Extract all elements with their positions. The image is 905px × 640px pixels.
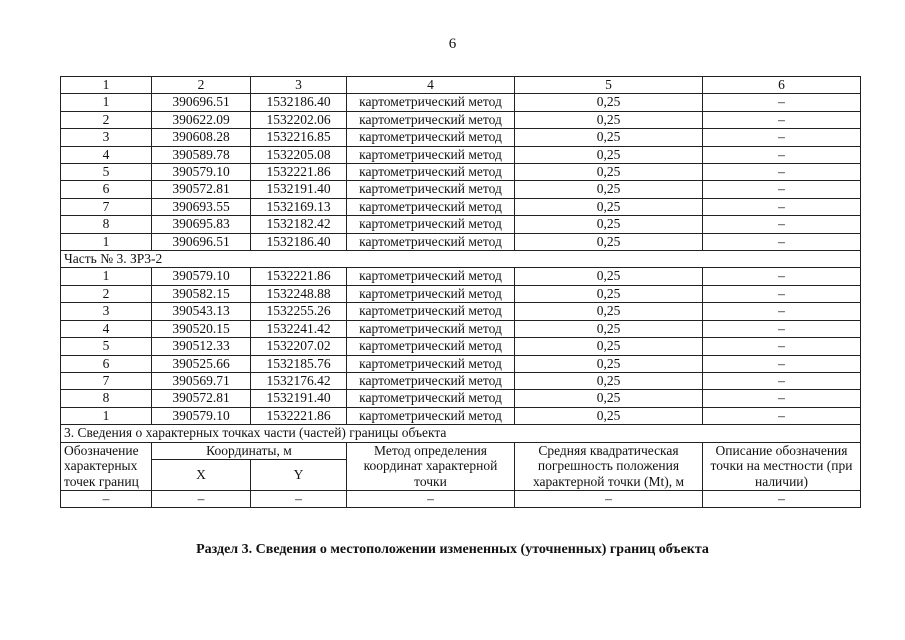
table-row (61, 285, 861, 302)
table-cell: 8 (61, 390, 152, 407)
column-number-row (61, 77, 861, 94)
table-cell: картометрический метод (347, 129, 515, 146)
part3-title: Часть № 3. ЗР3-2 (61, 251, 861, 268)
table-cell: 2 (61, 285, 152, 302)
table-cell: 0,25 (515, 164, 703, 181)
table-cell: 390579.10 (152, 164, 251, 181)
method-header: Метод определения координат характерной точки (347, 442, 515, 490)
table-cell: – (703, 372, 861, 389)
column-number: 1 (61, 77, 152, 94)
table-cell: 6 (61, 355, 152, 372)
table-cell: 390569.71 (152, 372, 251, 389)
table-cell: – (703, 320, 861, 337)
table-cell: 390693.55 (152, 198, 251, 215)
table-cell: 0,25 (515, 216, 703, 233)
table-cell: 390525.66 (152, 355, 251, 372)
table-cell: 7 (61, 198, 152, 215)
point-designation-header: Обозначение характерных точек границ (61, 442, 152, 490)
table-cell: картометрический метод (347, 320, 515, 337)
block3-empty-row (61, 490, 861, 507)
table-cell: 0,25 (515, 355, 703, 372)
table-row (61, 94, 861, 111)
block3-title: 3. Сведения о характерных точках части (частей) границы объекта (61, 425, 861, 442)
table-cell: 0,25 (515, 390, 703, 407)
column-number: 3 (251, 77, 347, 94)
table-cell: 390579.10 (152, 268, 251, 285)
table-cell: 0,25 (515, 111, 703, 128)
table-cell: – (703, 216, 861, 233)
table-cell: картометрический метод (347, 164, 515, 181)
table-row (61, 390, 861, 407)
table-cell: 1532182.42 (251, 216, 347, 233)
table-cell: картометрический метод (347, 285, 515, 302)
table-cell: 390695.83 (152, 216, 251, 233)
table-cell: картометрический метод (347, 146, 515, 163)
table-cell: – (703, 94, 861, 111)
column-number: 6 (703, 77, 861, 94)
table-cell: 0,25 (515, 372, 703, 389)
table-cell: 4 (61, 320, 152, 337)
table-cell: 390572.81 (152, 390, 251, 407)
accuracy-header: Средняя квадратическая погрешность положения характерной точки (Mt), м (515, 442, 703, 490)
table-cell: картометрический метод (347, 216, 515, 233)
table-cell: 1532221.86 (251, 164, 347, 181)
x-header: X (152, 459, 251, 490)
table-cell: 3 (61, 303, 152, 320)
table-cell: 390582.15 (152, 285, 251, 302)
coordinates-table (60, 76, 861, 508)
table-cell: 6 (61, 181, 152, 198)
table-cell: 2 (61, 111, 152, 128)
table-cell: 390622.09 (152, 111, 251, 128)
table-cell: 0,25 (515, 129, 703, 146)
table-cell: картометрический метод (347, 355, 515, 372)
table-row (61, 372, 861, 389)
table-cell: – (347, 490, 515, 507)
part3-rows (61, 268, 861, 425)
table-cell: 390589.78 (152, 146, 251, 163)
section-title: Раздел 3. Сведения о местоположении измененных (уточненных) границ объекта (196, 542, 709, 557)
table-cell: 5 (61, 338, 152, 355)
table-cell: – (703, 285, 861, 302)
table-cell: 1532221.86 (251, 268, 347, 285)
table-cell: картометрический метод (347, 407, 515, 424)
part2-rows (61, 94, 861, 251)
table-cell: – (703, 303, 861, 320)
table-cell: – (703, 146, 861, 163)
table-cell: картометрический метод (347, 111, 515, 128)
table-cell: картометрический метод (347, 390, 515, 407)
table-row (61, 216, 861, 233)
table-cell: 1 (61, 407, 152, 424)
table-cell: – (703, 268, 861, 285)
table-cell: 390579.10 (152, 407, 251, 424)
table-cell: 8 (61, 216, 152, 233)
table-cell: 1532255.26 (251, 303, 347, 320)
table-cell: 0,25 (515, 181, 703, 198)
table-row (61, 355, 861, 372)
table-cell: – (703, 338, 861, 355)
table-row (61, 233, 861, 250)
table-cell: 0,25 (515, 407, 703, 424)
y-header: Y (251, 459, 347, 490)
table-cell: 1532205.08 (251, 146, 347, 163)
table-cell: – (61, 490, 152, 507)
table-cell: 0,25 (515, 198, 703, 215)
table-cell: 390608.28 (152, 129, 251, 146)
table-cell: – (703, 355, 861, 372)
table-cell: 1532169.13 (251, 198, 347, 215)
table-cell: 1532185.76 (251, 355, 347, 372)
table-cell: 1532248.88 (251, 285, 347, 302)
table-cell: 0,25 (515, 285, 703, 302)
table-cell: 390520.15 (152, 320, 251, 337)
table-row (61, 146, 861, 163)
table-cell: – (703, 233, 861, 250)
column-number: 5 (515, 77, 703, 94)
block3-title-row (61, 425, 861, 442)
table-row (61, 164, 861, 181)
table-cell: 0,25 (515, 146, 703, 163)
table-row (61, 407, 861, 424)
table-cell: 1532191.40 (251, 181, 347, 198)
table-cell: 1532241.42 (251, 320, 347, 337)
table-cell: 0,25 (515, 94, 703, 111)
table-cell: 1532186.40 (251, 233, 347, 250)
table-cell: 390572.81 (152, 181, 251, 198)
table-cell: картометрический метод (347, 268, 515, 285)
table-cell: 390543.13 (152, 303, 251, 320)
table-cell: – (703, 111, 861, 128)
table-cell: 5 (61, 164, 152, 181)
block3-header-row-1 (61, 442, 861, 459)
table-cell: 1532191.40 (251, 390, 347, 407)
page-number: 6 (448, 36, 457, 52)
table-cell: картометрический метод (347, 303, 515, 320)
part3-title-row (61, 251, 861, 268)
column-number: 4 (347, 77, 515, 94)
table-row (61, 198, 861, 215)
table-cell: 1532216.85 (251, 129, 347, 146)
table-row (61, 320, 861, 337)
table-cell: – (515, 490, 703, 507)
table-cell: – (703, 490, 861, 507)
table-cell: 1 (61, 268, 152, 285)
table-cell: картометрический метод (347, 233, 515, 250)
table-cell: – (703, 407, 861, 424)
table-cell: 1 (61, 233, 152, 250)
table-cell: 1532221.86 (251, 407, 347, 424)
table-cell: 1532186.40 (251, 94, 347, 111)
table-cell: 1 (61, 94, 152, 111)
table-cell: – (703, 129, 861, 146)
table-row (61, 268, 861, 285)
table-cell: картометрический метод (347, 94, 515, 111)
table-cell: картометрический метод (347, 181, 515, 198)
table-cell: 0,25 (515, 268, 703, 285)
table-cell: картометрический метод (347, 198, 515, 215)
table-cell: 0,25 (515, 320, 703, 337)
table-cell: 390512.33 (152, 338, 251, 355)
table-cell: 7 (61, 372, 152, 389)
description-header: Описание обозначения точки на местности (при наличии) (703, 442, 861, 490)
table-row (61, 111, 861, 128)
column-number: 2 (152, 77, 251, 94)
table-cell: 1532176.42 (251, 372, 347, 389)
table-cell: 4 (61, 146, 152, 163)
table-cell: 390696.51 (152, 94, 251, 111)
table-cell: картометрический метод (347, 372, 515, 389)
table-cell: 3 (61, 129, 152, 146)
table-cell: 390696.51 (152, 233, 251, 250)
table-cell: 0,25 (515, 233, 703, 250)
table-cell: картометрический метод (347, 338, 515, 355)
table-row (61, 129, 861, 146)
table-cell: 1532207.02 (251, 338, 347, 355)
table-row (61, 303, 861, 320)
table-cell: – (703, 181, 861, 198)
table-row (61, 338, 861, 355)
table-cell: – (251, 490, 347, 507)
table-row (61, 181, 861, 198)
table-cell: – (703, 164, 861, 181)
table-cell: – (703, 390, 861, 407)
table-cell: – (152, 490, 251, 507)
table-cell: – (703, 198, 861, 215)
table-cell: 0,25 (515, 338, 703, 355)
coordinates-header: Координаты, м (152, 442, 347, 459)
table-cell: 0,25 (515, 303, 703, 320)
table-cell: 1532202.06 (251, 111, 347, 128)
